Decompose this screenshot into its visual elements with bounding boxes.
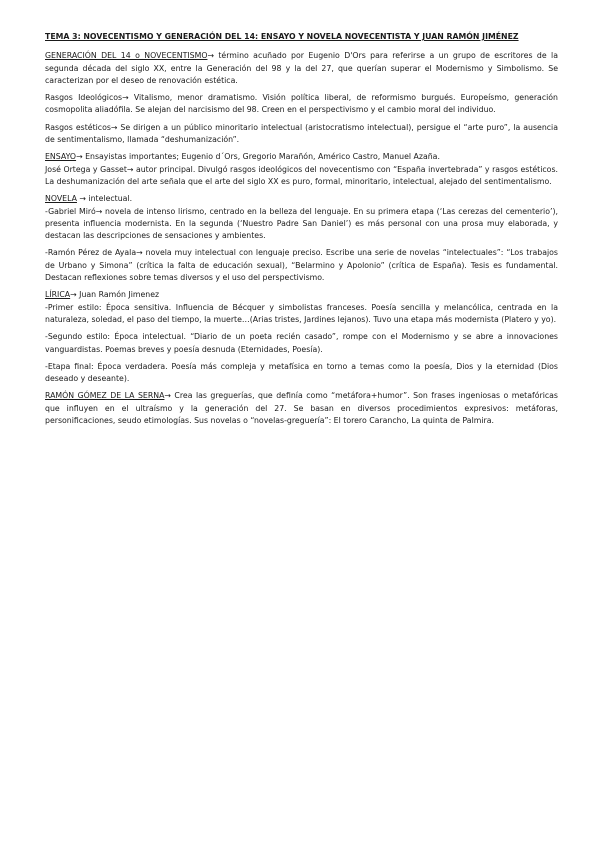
intro-label: GENERACIÓN DEL 14 o NOVECENTISMO [45,51,208,61]
lirica-heading-text: → Juan Ramón Jimenez [70,290,160,300]
ensayo-ortega-paragraph: José Ortega y Gasset→ autor principal. Divulgó rasgos ideológicos del novecentismo con “España invertebrada” y rasgos estéticos. La deshumanización del arte señala que el arte del siglo XX es puro, formal, minoritario, intelectual, alejado del sentimentalismo. [45,164,558,186]
document-body [45,31,558,432]
intro-text: → término acuñado por Eugenio D'Ors para referirse a un grupo de escritores de la segunda década del siglo XX, entre la Generación del 98 y la del 27, que querían superar el Modernismo y Simbolismo. Se caracterizan por el deseo de renovación estética. [45,51,558,85]
novela-heading [45,193,558,205]
ensayo-line1: → Ensayistas importantes; Eugenio d´Ors, Gregorio Marañón, Américo Castro, Manuel Azaña. [76,152,440,162]
gomez-label: RAMÓN GÓMEZ DE LA SERNA [45,391,165,401]
novela-label: NOVELA [45,194,77,204]
lirica-label: LÍRICA [45,290,71,300]
lirica-estilo1-paragraph: -Primer estilo: Época sensitiva. Influencia de Bécquer y simbolistas franceses. Poesía sencilla y melancólica, centrada en la naturaleza, soledad, el paso del tiempo, la muerte…(Arias tristes, Jardines lejanos). Tuvo una etapa más modernista (Platero y yo). [45,302,558,324]
intro-paragraph [45,50,558,87]
lirica-etapa-final-paragraph: -Etapa final: Época verdadera. Poesía más compleja y metafísica en torno a temas como la poesía, Dios y la eternidad (Dios deseado y deseante). [45,361,558,384]
ensayo-heading [45,151,558,163]
lirica-estilo2-paragraph: -Segundo estilo: Época intelectual. “Diario de un poeta recién casado”, rompe con el Modernismo y se abre a innovaciones vanguardistas. Poemas breves y poesía desnuda (Eternidades, Poesía). [45,332,558,354]
lirica-heading [45,289,558,301]
novela-heading-text: → intelectual. [76,194,133,204]
novela-miro-paragraph: -Gabriel Miró→ novela de intenso lirismo, centrado en la belleza del lenguaje. En su primera etapa (‘Las cerezas del cementerio’), presenta influencia modernista. En la segunda (‘Nuestro Padre San Daniel’) es más personal con una prosa muy elaborada, y destacan las descripciones de sensaciones y ambientes. [45,206,558,241]
novela-ayala-paragraph: -Ramón Pérez de Ayala→ novela muy intelectual con lenguaje preciso. Escribe una serie de novelas “intelectuales”: “Los trabajos de Urbano y Simona” (crítica la falta de educación sexual), “Belarmino y Apolonio” (crítica de España). Tesis es fundamental. Destacan reflexiones sobre temas diversos y el uso del perspectivismo. [45,248,558,283]
ensayo-label: ENSAYO [45,152,77,162]
gomez-paragraph [45,390,558,427]
rasgos-ideologicos-paragraph: Rasgos Ideológicos→ Vitalismo, menor dramatismo. Visión política liberal, de reformismo burgués. Europeísmo, generación cosmopolita aliadófila. Se alejan del narcisismo del 98. Creen en el perspectivismo y el cambio moral del individuo. [45,93,558,115]
page-title: TEMA 3: NOVECENTISMO Y GENERACIÓN DEL 14: ENSAYO Y NOVELA NOVECENTISTA Y JUAN RAMÓN JIMÉNEZ [45,32,519,41]
rasgos-esteticos-paragraph: Rasgos estéticos→ Se dirigen a un público minoritario intelectual (aristocratismo intelectual), persigue el “arte puro”, la ausencia de sentimentalismo, llamada “deshumanización”. [45,122,558,145]
gomez-text: → Crea las greguerías, que definía como “metáfora+humor”. Son frases ingeniosas o metafóricas que influyen en el ultraísmo y la generación del 27. Se basan en diversos procedimientos expresivos: metáforas, personificaciones, seudo etimologías. Sus novelas o “novelas-greguería”: El torero Carancho, La quinta de Palmira. [45,391,558,426]
